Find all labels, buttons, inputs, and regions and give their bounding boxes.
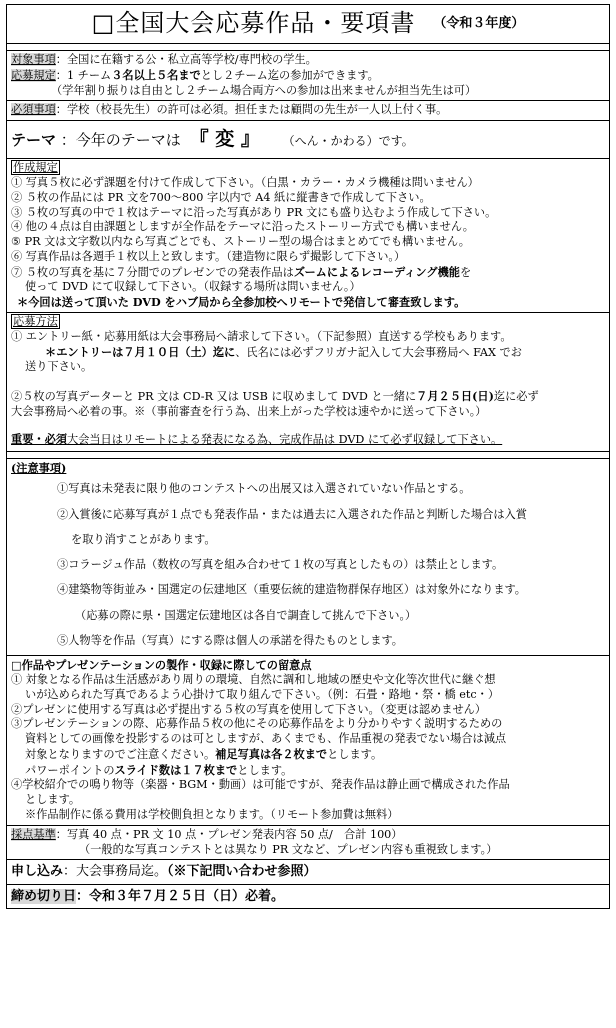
creation-item-7-cont: 使って DVD にて収録して下さい。（収録する場所は問いません。）: [25, 280, 361, 294]
production-line: ① 対象となる作品は生活感があり周りの環境、自然に調和し地域の歴史や文化等次世代に継ぐ想: [11, 673, 496, 687]
rules-text-2: とし２チーム迄の参加ができます。: [200, 68, 379, 82]
theme-reading: （へん・かわる）です。: [282, 134, 414, 149]
notes-item: ④建築物等街並み・国選定の伝建地区（重要伝統的建造物群保存地区）は対象外になります。: [57, 583, 526, 597]
production-line: 対象となりますのでご注意ください。: [25, 747, 216, 761]
criteria-text: ：写真 40 点・PR 文 10 点・プレゼン発表内容 50 点/ 合計 100）: [55, 827, 403, 841]
rules-note: （学年割り振りは自由とし２チーム場合両方への参加は出来ませんが担当先生は可）: [51, 83, 477, 97]
notes-heading: (注意事項): [11, 461, 67, 476]
slide-limit: スライド数は１７枚まで: [114, 762, 238, 777]
creation-heading: 作成規定: [13, 161, 58, 175]
eligibility-section: [6, 50, 610, 101]
criteria-label: 採点基準: [11, 827, 56, 841]
application-item-2: ②５枚の写真データーと PR 文は CD-R 又は USB に収めまして DVD と一緒に: [11, 390, 417, 404]
deadline-label: 締め切り日: [11, 888, 77, 904]
production-line-end: とします。: [237, 763, 293, 777]
production-line: ④学校紹介での鳴り物等（楽器・BGM・動画）は可能ですが、発表作品は静止画で構成された作品: [11, 778, 510, 792]
creation-item: ④ 他の４点は自由課題としますが全作品をテーマに沿ったストーリー方式でも構いません。: [11, 220, 474, 234]
deadline-section: [6, 885, 610, 909]
notes-item: ①写真は未発表に限り他のコンテストへの出展又は入選されていない作品とする。: [57, 482, 471, 496]
creation-note: ＊今回は送って頂いた DVD をハブ局から全参加校へリモートで発信して審査致します。: [17, 295, 466, 310]
page: [6, 4, 610, 909]
required-section: [6, 101, 610, 121]
creation-item-7-end: を: [459, 265, 472, 279]
document-title: [6, 4, 610, 44]
criteria-section: [6, 826, 610, 861]
eligibility-label: 対象事項: [11, 53, 56, 66]
required-text: ：学校（校長先生）の許可は必須。担任または顧問の先生が一人以上付く事。: [55, 103, 448, 117]
theme-section: [6, 121, 610, 159]
apply-text: ：大会事務局迄。: [63, 864, 168, 880]
application-section: [6, 313, 610, 452]
notes-item: ③コラージュ作品（数枚の写真を組み合わせて１枚の写真としたもの）は禁止とします。: [57, 558, 504, 572]
production-heading: □作品やプレゼンテーションの製作・収録に際しての留意点: [11, 658, 312, 673]
production-line: ※作品制作に係る費用は学校側負担となります。（リモート参加費は無料）: [25, 808, 399, 822]
title-main: □全国大会応募作品・要項書: [91, 9, 416, 38]
application-item-2-end: 迄に必ず: [493, 390, 539, 404]
theme-keyword: 『 変 』: [189, 128, 260, 151]
notes-section: [6, 458, 610, 656]
creation-item: ⑤ PR 文は文字数以内なら写真ごとでも、ストーリー型の場合はまとめてでも構いません。: [11, 235, 470, 249]
criteria-note: （一般的な写真コンテストとは異なり PR 文など、プレゼン内容も重視致します。）: [79, 842, 498, 856]
notes-item: ⑤人物等を作品（写真）にする際は個人の承諾を得たものとします。: [57, 633, 403, 647]
production-line: ③プレゼンテーションの際、応募作品５枚の他にその応募作品をより分かりやすく説明するための: [11, 717, 503, 731]
notes-item: を取り消すことがあります。: [71, 532, 216, 546]
theme-label: テーマ: [11, 131, 57, 150]
rules-text: ：1 チーム: [55, 68, 112, 82]
zoom-recording: ズームによるレコーディング機能: [293, 264, 460, 279]
production-line: いが込められた写真であるよう心掛けて取り組んで下さい。（例：石畳・路地・祭・橋 etc・）: [25, 687, 500, 701]
creation-item-7: ⑦ ５枚の写真を基に７分間でのプレゼンでの発表作品は: [11, 265, 294, 279]
entry-instruction: 、氏名には必ずフリガナ記入して大会事務局へ FAX でお: [235, 345, 522, 359]
application-heading: 応募方法: [13, 315, 58, 329]
apply-section: [6, 860, 610, 884]
supplement-limit: 補足写真は各２枚まで: [215, 746, 328, 761]
creation-item: ① 写真５枚に必ず課題を付けて作成して下さい。（白黒・カラー・カメラ機種は問いません）: [11, 175, 479, 189]
entry-instruction-cont: 送り下さい。: [25, 360, 93, 374]
application-item-2-cont: 大会事務局へ必着の事。※（事前審査を行う為、出来上がった学校は速やかに送って下さい。）: [11, 404, 487, 418]
rules-label: 応募規定: [11, 68, 56, 82]
creation-item: ② ５枚の作品には PR 文を700〜800 字以内で A4 紙に縦書きで作成して下さい。: [11, 190, 431, 204]
production-line: パワーポイントの: [25, 763, 115, 777]
production-line-end: とします。: [327, 747, 383, 761]
required-label: 必須事項: [11, 103, 56, 117]
production-line: ②プレゼンに使用する写真は必ず提出する５枚の写真を使用して下さい。（変更は認めません）: [11, 702, 487, 716]
important-label: 重要・必須: [11, 431, 67, 446]
notes-item: ②入賞後に応募写真が１点でも発表作品・または過去に入選された作品と判断した場合は入賞: [57, 507, 527, 521]
data-deadline: ７月２５日(日): [416, 389, 494, 404]
production-line: とします。: [25, 793, 81, 807]
production-line: 資料としての画像を投影するのは可としますが、あくまでも、作品重視の発表でない場合は減点: [25, 732, 507, 746]
entry-deadline: ＊エントリーは７月１０日（土）迄に: [45, 344, 236, 359]
team-size: ３名以上５名まで: [111, 67, 201, 82]
creation-item: ⑥ 写真作品は各週手１枚以上と致します。（建造物に限らず撮影して下さい。）: [11, 249, 406, 263]
creation-section: [6, 159, 610, 313]
notes-item: （応募の際に県・国選定伝建地区は各自で調査して挑んで下さい。）: [75, 608, 417, 622]
apply-label: 申し込み: [11, 864, 64, 880]
production-section: [6, 656, 610, 826]
important-text: 大会当日はリモートによる発表になる為、完成作品は DVD にて必ず収録して下さい。: [66, 432, 503, 446]
theme-prefix: ：今年のテーマは: [60, 131, 181, 150]
title-year: （令和３年度）: [433, 16, 525, 32]
apply-note: （※下記問い合わせ参照）: [167, 864, 317, 880]
deadline-text: ：令和３年７月２５日（日）必着。: [76, 888, 285, 904]
application-item-1: ① エントリー紙・応募用紙は大会事務局へ請求して下さい。（下記参照）直送する学校もあります。: [11, 329, 512, 343]
eligibility-text: ：全国に在籍する公・私立高等学校/専門校の学生。: [55, 53, 317, 66]
creation-item: ③ ５枚の写真の中で１枚はテーマに沿った写真があり PR 文にも盛り込むよう作成して下さい。: [11, 205, 497, 219]
